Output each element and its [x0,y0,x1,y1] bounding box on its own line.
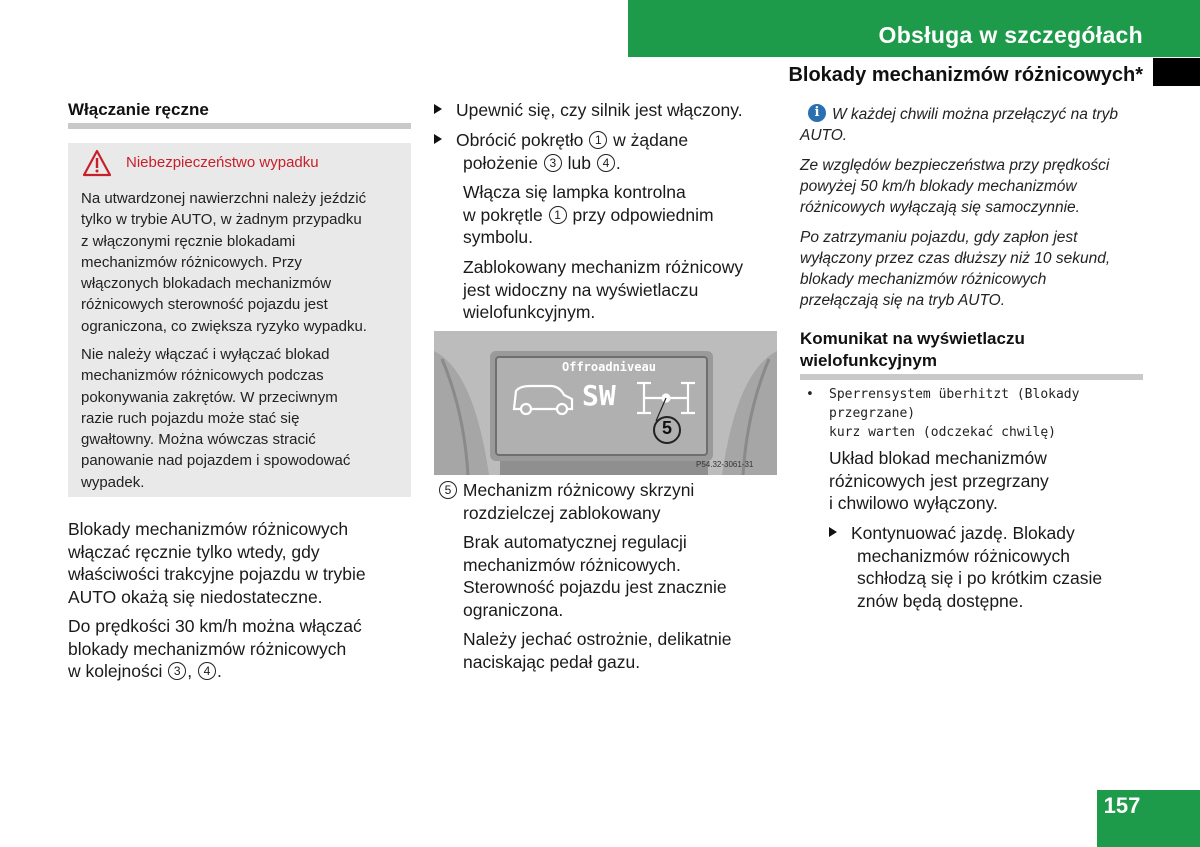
info-note-3: Po zatrzymaniu pojazdu, gdy zapłon jest wyłączony przez czas dłuższy niż 10 sekund, blokady mechanizmów różnicowych przełączają się na tryb AUTO. [800,229,1111,309]
ref-3: 3 [544,154,562,172]
manual-paragraph-2: Do prędkości 30 km/h można włączać blokady mechanizmów różnicowych w kolejności 3 , 4 . [68,616,362,681]
display-paragraph: Zablokowany mechanizm różnicowy jest widoczny na wyświetlaczu wielofunkcyjnym. [463,257,744,322]
display-message: Sperrensystem überhitzt (Blokady przegrzane) kurz warten (odczekać chwilę) [829,387,1080,440]
bullet-arrow-icon [434,104,442,114]
ref-1: 1 [549,206,567,224]
heading-rule [68,123,411,129]
warning-title: Niebezpieczeństwo wypadku [126,154,319,171]
instrument-display-figure [434,331,777,475]
callout-5: 5 [661,418,672,438]
manual-paragraph-1: Blokady mechanizmów różnicowych włączać ręcznie tylko wtedy, gdy właściwości trakcyjne pojazdu w trybie AUTO okażą się niedostateczne. [68,519,366,607]
bullet-arrow-icon [829,527,837,537]
ref-1: 1 [589,131,607,149]
display-code: SW [582,379,616,412]
info-note-1: W każdej chwili można przełączyć na tryb AUTO. [800,106,1118,144]
caution-paragraph: Należy jechać ostrożnie, delikatnie naciskając pedał gazu. [463,629,732,672]
warning-paragraph-2: Nie należy włączać i wyłączać blokad mechanizmów różnicowych podczas pokonywania zakrętów. W przeciwnym razie ruch pojazdu może stać się gwałtowny. Można wówczas stracić panowanie nad pojazdem i spowodować wypadek. [81,346,351,491]
bullet-knob: Obrócić pokrętło 1 w żądane położenie 3 lub 4 . [434,129,774,174]
overheat-explanation: Układ blokad mechanizmów różnicowych jest przegrzany i chwilowo wyłączony. [829,448,1049,513]
ref-4: 4 [198,662,216,680]
display-message-heading: Komunikat na wyświetlaczu wielofunkcyjnym [800,329,1025,370]
ref-3: 3 [168,662,186,680]
info-icon: i [808,104,826,122]
legend-5: 5 Mechanizm różnicowy skrzyni rozdzielczej zablokowany [438,479,694,524]
section-title: Obsługa w szczegółach [878,22,1143,48]
page-number: 157 [1103,793,1141,818]
manual-heading: Włączanie ręczne [68,100,209,119]
ref-5: 5 [439,481,457,499]
regulation-paragraph: Brak automatycznej regulacji mechanizmów różnicowych. Sterowność pojazdu jest znacznie ograniczona. [463,532,727,620]
figure-code: P54.32-3061-31 [696,460,754,469]
page-subtitle: Blokady mechanizmów różnicowych* [788,64,1143,86]
warning-triangle-icon [82,149,112,177]
bullet-engine: Upewnić się, czy silnik jest włączony. [434,99,774,122]
indicator-paragraph: Włącza się lampka kontrolna w pokrętle 1 przy odpowiednim symbolu. [463,182,714,247]
heading-rule [800,374,1143,380]
continue-driving-action: Kontynuować jazdę. Blokady mechanizmów różnicowych schłodzą się i po krótkim czasie znów będą dostępne. [829,522,1102,612]
ref-4: 4 [597,154,615,172]
display-title: Offroadniveau [562,360,656,374]
bullet-arrow-icon [434,134,442,144]
bullet-dot: • [806,387,814,402]
info-note-2: Ze względów bezpieczeństwa przy prędkości powyżej 50 km/h blokady mechanizmów różnicowych wyłączają się samoczynnie. [800,157,1110,216]
thumb-tab [1153,58,1200,86]
warning-paragraph-1: Na utwardzonej nawierzchni należy jeździć tylko w trybie AUTO, w żadnym przypadku z włączonymi ręcznie blokadami mechanizmów różnicowych. Przy włączonych blokadach mechanizmów różnicowych sterowność pojazdu jest ograniczona, co zwiększa ryzyko wypadku. [81,190,367,335]
